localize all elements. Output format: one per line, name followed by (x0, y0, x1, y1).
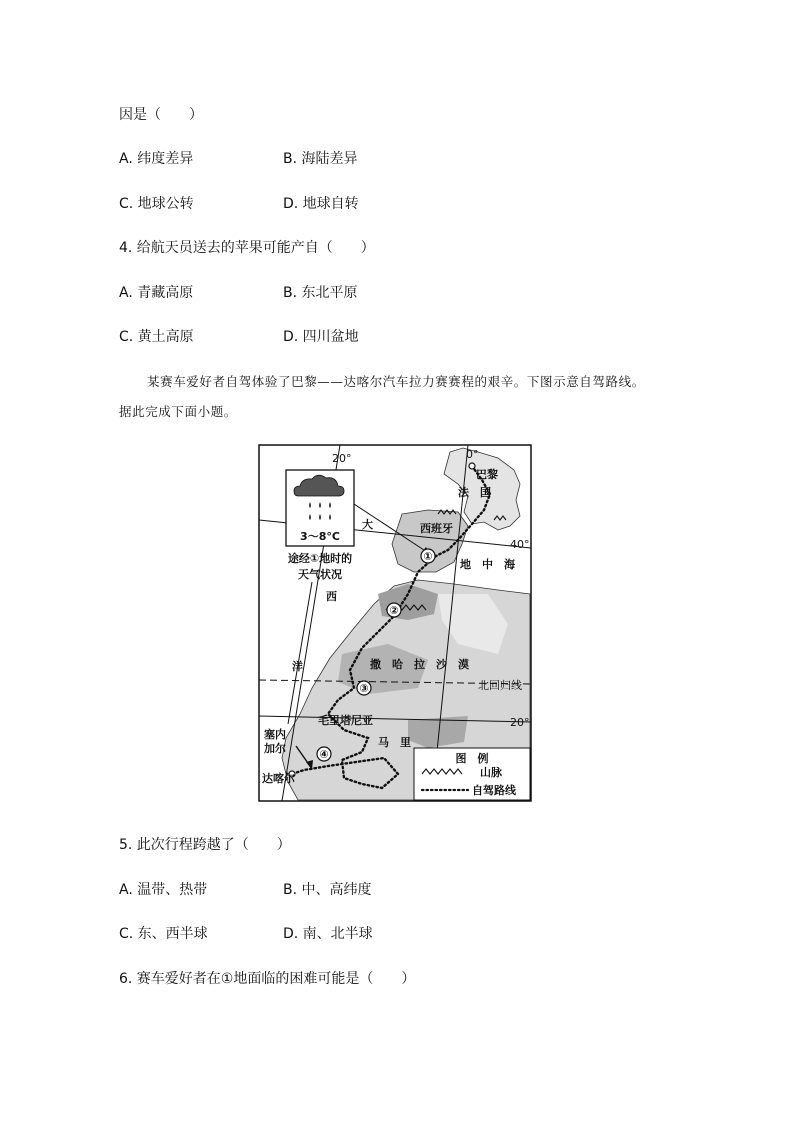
label-senegal-1: 塞内 (264, 728, 286, 741)
svg-text:②: ② (389, 604, 399, 617)
q5-stem: 5. 此次行程跨越了（ ） (119, 837, 291, 853)
q4-option-a[interactable]: A. 青藏高原 (119, 285, 194, 301)
weather-temp: 3～8°C (300, 530, 340, 543)
label-tropic: 北回归线 (478, 679, 522, 692)
q3-option-d[interactable]: D. 地球自转 (283, 196, 359, 212)
q5-option-c[interactable]: C. 东、西半球 (119, 926, 208, 942)
q5-option-b[interactable]: B. 中、高纬度 (283, 882, 372, 898)
label-senegal-2: 加尔 (264, 742, 286, 755)
q6-stem: 6. 赛车爱好者在①地面临的困难可能是（ ） (119, 971, 416, 987)
label-mauritania: 毛里塔尼亚 (318, 714, 373, 727)
marker-4 (317, 747, 331, 761)
label-lon-20w: 20° (332, 452, 352, 465)
label-sahara: 撒 哈 拉 沙 漠 (370, 658, 469, 671)
q4-option-b[interactable]: B. 东北平原 (283, 285, 358, 301)
paris-dot (469, 463, 475, 469)
q5-option-d[interactable]: D. 南、北半球 (283, 926, 373, 942)
label-france: 法 国 (458, 486, 491, 499)
q4-option-d[interactable]: D. 四川盆地 (283, 329, 359, 345)
label-mediterranean: 地 中 海 (460, 558, 515, 571)
svg-text:①: ① (423, 550, 433, 563)
q3-option-a[interactable]: A. 纬度差异 (119, 151, 194, 167)
q3-stem-tail: 因是（ ） (119, 107, 203, 123)
route-map (258, 444, 532, 802)
svg-text:③: ③ (359, 682, 369, 695)
weather-caption-1: 途经①地时的 (287, 552, 353, 565)
label-atlantic-2: 西 (326, 590, 337, 603)
label-paris: 巴黎 (476, 468, 498, 481)
q5-option-a[interactable]: A. 温带、热带 (119, 882, 208, 898)
passage-line-2: 据此完成下面小题。 (119, 404, 237, 419)
legend-route-label: 自驾路线 (472, 784, 516, 797)
passage-line-1: 某赛车爱好者自驾体验了巴黎——达喀尔汽车拉力赛赛程的艰辛。下图示意自驾路线。 (147, 374, 645, 389)
weather-caption-2: 天气状况 (298, 568, 342, 581)
q3-option-b[interactable]: B. 海陆差异 (283, 151, 358, 167)
label-atlantic-3: 洋 (292, 660, 303, 673)
label-dakar: 达喀尔 (262, 772, 295, 785)
svg-text:④: ④ (319, 748, 329, 761)
label-lat-40: 40° (510, 538, 530, 551)
label-atlantic-1: 大 (362, 518, 373, 531)
legend-title: 图 例 (455, 752, 489, 765)
legend-mountain-label: 山脉 (480, 766, 502, 779)
label-lat-20: 20° (510, 716, 530, 729)
q4-option-c[interactable]: C. 黄土高原 (119, 329, 194, 345)
label-lon-0: 0° (466, 448, 479, 461)
q3-option-c[interactable]: C. 地球公转 (119, 196, 194, 212)
marker-2 (387, 603, 401, 617)
label-mali: 马 里 (378, 736, 411, 749)
marker-1 (421, 549, 435, 563)
marker-3 (357, 681, 371, 695)
label-spain: 西班牙 (420, 522, 453, 535)
q4-stem: 4. 给航天员送去的苹果可能产自（ ） (119, 240, 375, 256)
